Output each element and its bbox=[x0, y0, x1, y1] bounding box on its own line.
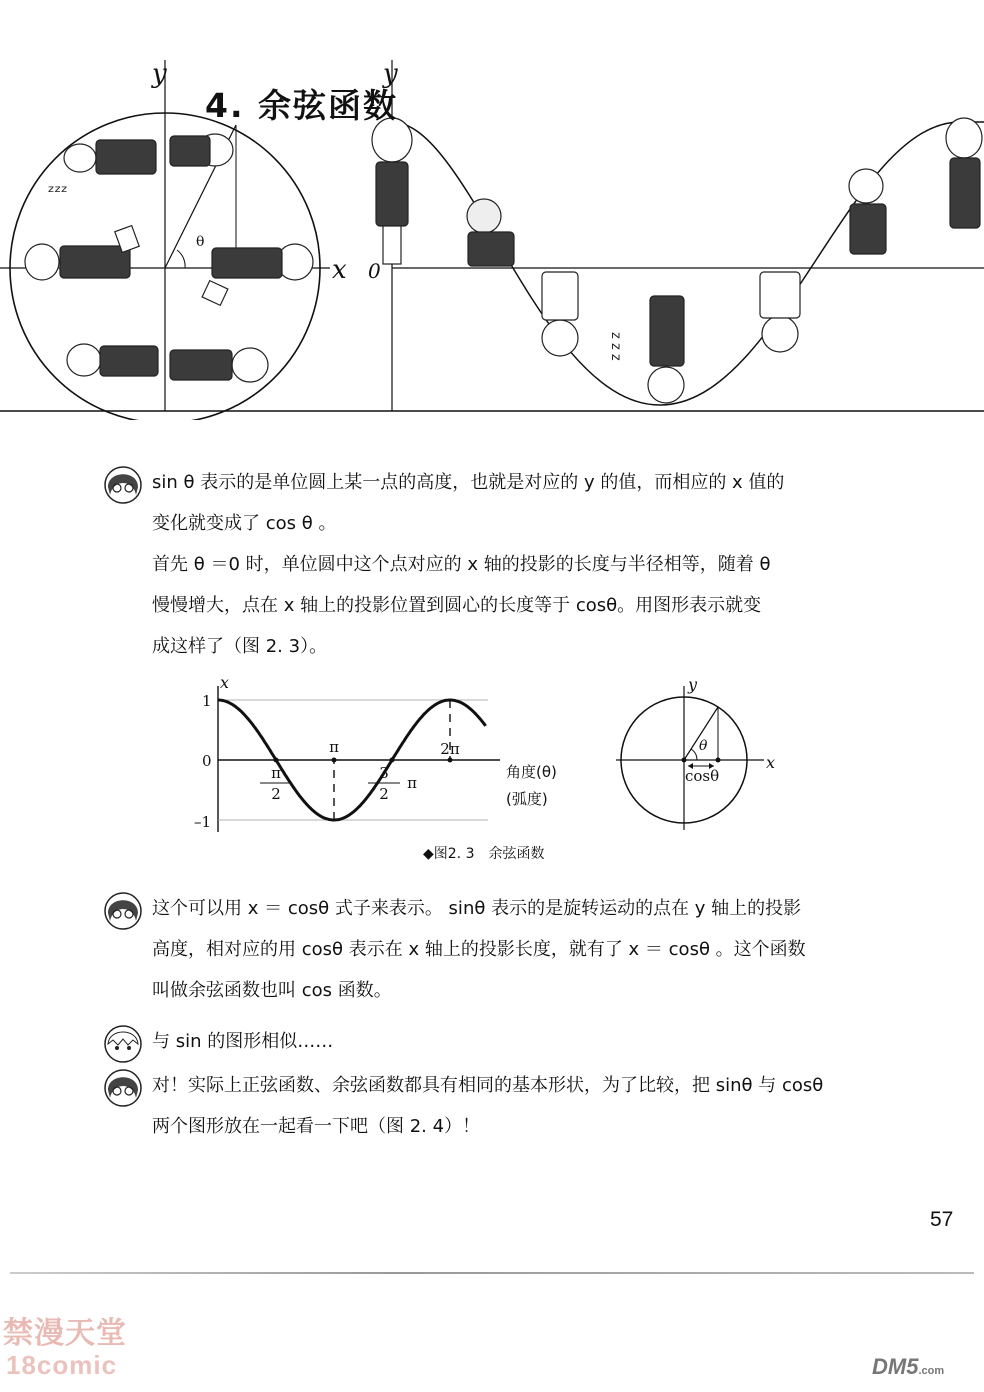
sleep-marks-left: ᶻᶻᶻ bbox=[48, 182, 68, 203]
graph-y-label: x bbox=[220, 673, 230, 692]
x-axis-unit: (弧度) bbox=[506, 790, 548, 808]
teacher-avatar-icon bbox=[103, 1068, 143, 1108]
teacher-avatar-icon bbox=[103, 891, 143, 931]
x-mark-label: π bbox=[329, 738, 339, 756]
paragraph-3 bbox=[152, 1021, 912, 1062]
header-illustration bbox=[0, 55, 984, 420]
teacher-avatar-icon bbox=[103, 465, 143, 505]
circle-angle-label: θ bbox=[699, 738, 708, 754]
paragraph-1-line: 首先 θ ＝0 时，单位圆中这个点对应的 x 轴的投影的长度与半径相等，随着 θ bbox=[152, 554, 771, 575]
circle-x-label: x bbox=[766, 753, 776, 772]
x-axis-label: 角度(θ) bbox=[506, 763, 557, 781]
watermark-brand-suffix: .com bbox=[918, 1365, 945, 1377]
watermark-top: 禁漫天堂 bbox=[3, 1316, 127, 1351]
circle-projection-label: cosθ bbox=[685, 767, 720, 785]
y-tick-label: –1 bbox=[194, 813, 212, 831]
x-mark-dot bbox=[448, 758, 453, 763]
x-mark-dot bbox=[332, 758, 337, 763]
x-mark-numerator: 3 bbox=[379, 764, 389, 782]
paragraph-1-line: 变化就变成了 cos θ 。 bbox=[152, 513, 337, 534]
paragraph-4-line: 对！实际上正弦函数、余弦函数都具有相同的基本形状，为了比较，把 sinθ 与 cosθ bbox=[152, 1075, 824, 1096]
section-title: 4. 余弦函数 bbox=[205, 86, 398, 125]
paragraph-1-line: 成这样了（图 2. 3）。 bbox=[152, 636, 328, 657]
figure-caption: ◆图2. 3 余弦函数 bbox=[423, 846, 545, 862]
footer-line bbox=[10, 1272, 974, 1274]
paragraph-4 bbox=[152, 1065, 912, 1147]
y-tick-label: 1 bbox=[202, 692, 212, 710]
paragraph-2-line: 叫做余弦函数也叫 cos 函数。 bbox=[152, 980, 392, 1001]
right-origin-label: 0 bbox=[368, 259, 381, 283]
paragraph-2-line: 高度，相对应的用 cosθ 表示在 x 轴上的投影长度，就有了 x ＝ cosθ 。这个函数 bbox=[152, 939, 806, 960]
x-mark-numerator: π bbox=[271, 764, 281, 782]
x-mark-dot bbox=[274, 758, 279, 763]
circle-y-label: y bbox=[688, 675, 698, 694]
page-number: 57 bbox=[930, 1208, 954, 1231]
paragraph-2 bbox=[152, 888, 912, 1011]
left-axis-x-label: x bbox=[332, 255, 347, 285]
wave-characters bbox=[372, 118, 982, 403]
x-mark-suffix: π bbox=[407, 774, 417, 792]
x-mark-label: 2π bbox=[440, 740, 460, 758]
student-avatar-icon bbox=[103, 1024, 143, 1064]
projection-dot bbox=[716, 758, 721, 763]
paragraph-2-line: 这个可以用 x ＝ cosθ 式子来表示。 sinθ 表示的是旋转运动的点在 y 轴上的投影 bbox=[152, 898, 802, 919]
paragraph-4-line: 两个图形放在一起看一下吧（图 2. 4）！ bbox=[152, 1116, 481, 1137]
sleep-marks-right: z z z bbox=[608, 332, 623, 361]
theta-label: θ bbox=[196, 234, 205, 250]
right-axis-y-label: y bbox=[383, 59, 398, 89]
small-angle-arc bbox=[691, 749, 697, 760]
paragraph-1-line: 慢慢增大，点在 x 轴上的投影位置到圆心的长度等于 cosθ。用图形表示就变 bbox=[152, 595, 762, 616]
origin-dot bbox=[682, 758, 687, 763]
x-mark-denominator: 2 bbox=[271, 785, 281, 803]
watermark-brand-name: DM5 bbox=[872, 1354, 919, 1379]
paragraph-1-line: sin θ 表示的是单位圆上某一点的高度，也就是对应的 y 的值，而相应的 x 值的 bbox=[152, 472, 785, 493]
cosine-figure bbox=[190, 672, 790, 872]
x-mark-dot bbox=[390, 758, 395, 763]
paragraph-1 bbox=[152, 462, 912, 667]
x-mark-denominator: 2 bbox=[379, 785, 389, 803]
watermark-bottom: 18comic bbox=[6, 1350, 118, 1380]
watermark-brand bbox=[872, 1354, 944, 1380]
left-circle-characters bbox=[25, 134, 313, 382]
angle-arc bbox=[177, 250, 185, 268]
left-axis-y-label: y bbox=[152, 59, 167, 89]
paragraph-3-line: 与 sin 的图形相似…… bbox=[152, 1031, 334, 1052]
y-tick-label: 0 bbox=[202, 752, 212, 770]
